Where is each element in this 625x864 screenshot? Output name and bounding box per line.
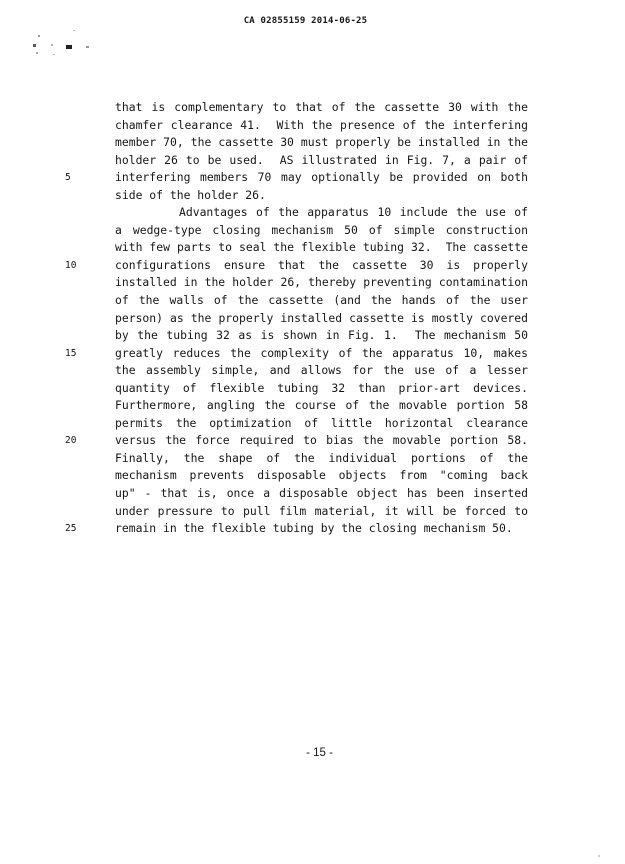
- scan-speck: [51, 44, 53, 46]
- scan-speck: [66, 45, 72, 49]
- text-line: [65, 520, 528, 538]
- scan-speck: [598, 855, 600, 857]
- text-line: [115, 152, 528, 170]
- line-text: versus the force required to bias the movable portion 58.: [115, 433, 528, 448]
- margin-line-number: 25: [65, 523, 77, 535]
- line-text: under pressure to pull film material, it will be forced to: [115, 503, 528, 518]
- text-line: [115, 99, 528, 117]
- text-line: [115, 134, 528, 152]
- line-text: holder 26 to be used. AS illustrated in Fig. 7, a pair of: [115, 152, 528, 167]
- scan-speck: [73, 30, 75, 31]
- margin-line-number: 5: [65, 172, 71, 184]
- text-line: [115, 503, 528, 521]
- line-text: installed in the holder 26, thereby preventing contamination: [115, 275, 528, 290]
- text-line: [115, 310, 528, 328]
- scan-speck: [38, 35, 40, 37]
- line-text: mechanism prevents disposable objects from "coming back: [115, 468, 528, 483]
- text-line: [115, 292, 528, 310]
- scan-speck: [53, 54, 55, 55]
- text-line: [115, 450, 528, 468]
- text-line: [115, 467, 528, 485]
- margin-line-number: 15: [65, 347, 77, 359]
- page-number: - 15 -: [306, 747, 333, 759]
- line-text: Finally, the shape of the individual portions of the: [115, 450, 528, 465]
- text-line: [115, 204, 528, 222]
- line-text: side of the holder 26.: [115, 187, 266, 202]
- line-text: chamfer clearance 41. With the presence of the interfering: [115, 117, 528, 132]
- line-text: of the walls of the cassette (and the hands of the user: [115, 293, 528, 308]
- line-text: a wedge-type closing mechanism 50 of simple construction: [115, 222, 528, 237]
- patent-text-block: [65, 99, 528, 538]
- line-text: that is complementary to that of the cassette 30 with the: [115, 100, 528, 114]
- text-line: [115, 327, 528, 345]
- text-line: [65, 257, 528, 275]
- text-line: [115, 415, 528, 433]
- text-line: [115, 274, 528, 292]
- line-text: interfering members 70 may optionally be provided on both: [115, 170, 528, 185]
- margin-line-number: 20: [65, 435, 77, 447]
- line-text: permits the optimization of little horizontal clearance: [115, 415, 528, 430]
- scan-speck: [33, 44, 36, 47]
- text-line: [115, 117, 528, 135]
- line-text: configurations ensure that the cassette 30 is properly: [115, 257, 528, 272]
- line-text: Advantages of the apparatus 10 include the use of: [179, 205, 528, 220]
- text-line: [115, 485, 528, 503]
- text-line: [65, 169, 528, 187]
- line-text: by the tubing 32 as is shown in Fig. 1. The mechanism 50: [115, 328, 528, 343]
- text-line: [115, 239, 528, 257]
- line-text: Furthermore, angling the course of the movable portion 58: [115, 398, 528, 413]
- text-line: [115, 380, 528, 398]
- scan-speck: [86, 46, 89, 48]
- line-text: up" - that is, once a disposable object has been inserted: [115, 486, 528, 501]
- line-text: quantity of flexible tubing 32 than prior-art devices.: [115, 380, 528, 395]
- text-line: [115, 222, 528, 240]
- margin-line-number: 10: [65, 259, 77, 271]
- text-line: [115, 362, 528, 380]
- text-line: [65, 345, 528, 363]
- line-text: remain in the flexible tubing by the closing mechanism 50.: [115, 521, 513, 536]
- scan-speck: [36, 52, 38, 54]
- text-line: [115, 397, 528, 415]
- line-text: greatly reduces the complexity of the apparatus 10, makes: [115, 345, 528, 360]
- line-text: with few parts to seal the flexible tubing 32. The cassette: [115, 240, 528, 255]
- line-text: person) as the properly installed cassette is mostly covered: [115, 310, 528, 325]
- line-text: member 70, the cassette 30 must properly be installed in the: [115, 135, 528, 150]
- document-id-header: CA 02855159 2014-06-25: [243, 16, 368, 26]
- text-line: [65, 432, 528, 450]
- line-text: the assembly simple, and allows for the use of a lesser: [115, 363, 528, 378]
- text-line: [115, 187, 528, 205]
